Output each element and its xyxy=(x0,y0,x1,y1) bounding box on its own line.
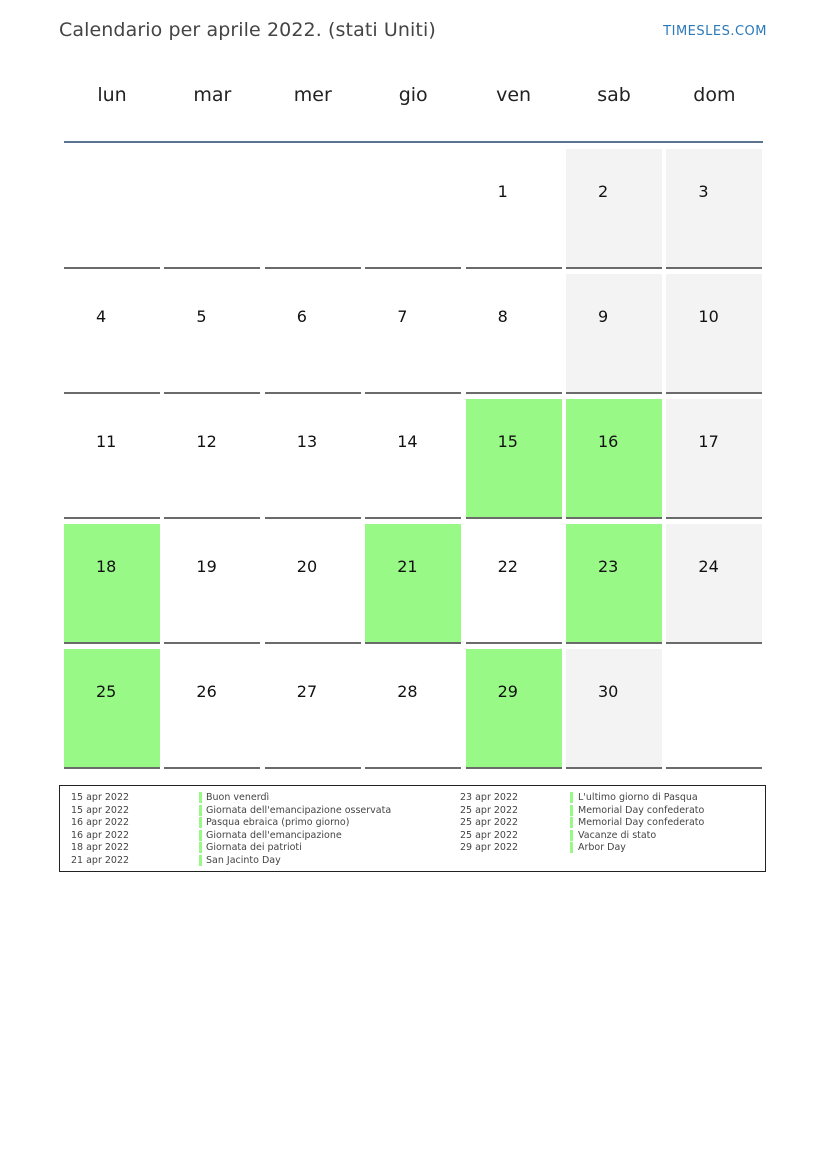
day-number: 12 xyxy=(196,432,217,451)
empty-cell xyxy=(365,149,461,269)
day-cell-26[interactable] xyxy=(164,649,260,769)
legend-date: 21 apr 2022 xyxy=(71,854,130,866)
brand-link[interactable]: TIMESLES.COM xyxy=(663,24,767,39)
day-number: 2 xyxy=(598,182,609,201)
legend-holiday-name: Giornata dei patrioti xyxy=(206,842,302,853)
empty-cell xyxy=(64,149,160,269)
holiday-color-marker xyxy=(199,830,202,841)
day-cell-9[interactable] xyxy=(566,274,662,394)
day-number: 7 xyxy=(397,307,408,326)
day-number: 11 xyxy=(96,432,117,451)
legend-date: 25 apr 2022 xyxy=(460,817,519,828)
day-number: 19 xyxy=(196,557,217,576)
weekday-label: mer xyxy=(293,84,332,106)
day-cell-7[interactable] xyxy=(365,274,461,394)
holiday-color-marker xyxy=(199,817,202,828)
day-number: 24 xyxy=(698,557,719,576)
day-cell-28[interactable] xyxy=(365,649,461,769)
day-cell-4[interactable] xyxy=(64,274,160,394)
day-cell-22[interactable] xyxy=(466,524,562,644)
legend-date: 25 apr 2022 xyxy=(460,804,519,816)
legend-item xyxy=(460,792,800,804)
day-cell-18[interactable] xyxy=(64,524,160,644)
day-number: 18 xyxy=(96,557,117,576)
legend-item xyxy=(460,805,800,817)
weekday-header xyxy=(64,84,763,124)
weekday-label: ven xyxy=(496,84,532,106)
day-number: 28 xyxy=(397,682,418,701)
day-cell-30[interactable] xyxy=(566,649,662,769)
day-cell-1[interactable] xyxy=(466,149,562,269)
legend-date: 16 apr 2022 xyxy=(71,817,130,828)
day-cell-17[interactable] xyxy=(666,399,762,519)
weekday-label: dom xyxy=(693,84,736,106)
holiday-color-marker xyxy=(199,805,202,816)
empty-cell xyxy=(265,149,361,269)
holiday-color-marker xyxy=(570,817,573,828)
day-number: 6 xyxy=(296,307,307,326)
legend-holiday-name: Memorial Day confederato xyxy=(578,817,705,828)
day-number: 4 xyxy=(96,307,107,326)
day-number: 16 xyxy=(598,432,619,451)
legend-holiday-name: Pasqua ebraica (primo giorno) xyxy=(206,817,350,828)
legend-date: 16 apr 2022 xyxy=(71,829,130,841)
legend-date: 15 apr 2022 xyxy=(71,792,130,803)
day-cell-23[interactable] xyxy=(566,524,662,644)
day-cell-8[interactable] xyxy=(466,274,562,394)
day-number: 21 xyxy=(397,557,418,576)
day-number: 9 xyxy=(598,307,609,326)
legend-holiday-name: Buon venerdì xyxy=(206,792,270,803)
weekday-label: lun xyxy=(97,84,127,106)
holiday-legend xyxy=(59,785,766,872)
day-number: 3 xyxy=(698,182,709,201)
empty-cell xyxy=(666,649,762,769)
legend-date: 18 apr 2022 xyxy=(71,842,130,853)
holiday-color-marker xyxy=(570,842,573,853)
day-cell-16[interactable] xyxy=(566,399,662,519)
day-number: 23 xyxy=(598,557,619,576)
day-number: 1 xyxy=(497,182,508,201)
day-cell-25[interactable] xyxy=(64,649,160,769)
day-number: 22 xyxy=(497,557,518,576)
legend-item xyxy=(460,830,800,842)
day-number: 25 xyxy=(96,682,117,701)
day-number: 8 xyxy=(497,307,508,326)
day-cell-29[interactable] xyxy=(466,649,562,769)
legend-item xyxy=(71,842,411,854)
empty-cell xyxy=(164,149,260,269)
legend-holiday-name: Arbor Day xyxy=(578,842,626,853)
day-cell-6[interactable] xyxy=(265,274,361,394)
legend-holiday-name: Giornata dell'emancipazione xyxy=(206,829,342,841)
legend-date: 25 apr 2022 xyxy=(460,829,519,841)
weekday-label: mar xyxy=(193,84,232,106)
legend-holiday-name: Vacanze di stato xyxy=(578,829,657,841)
day-cell-15[interactable] xyxy=(466,399,562,519)
legend-date: 15 apr 2022 xyxy=(71,804,130,816)
day-cell-13[interactable] xyxy=(265,399,361,519)
day-number: 20 xyxy=(296,557,318,576)
legend-date: 23 apr 2022 xyxy=(460,792,519,803)
page-title: Calendario per aprile 2022. (stati Uniti) xyxy=(59,19,436,41)
day-cell-11[interactable] xyxy=(64,399,160,519)
legend-date: 29 apr 2022 xyxy=(460,842,519,853)
legend-item xyxy=(71,817,411,829)
day-cell-19[interactable] xyxy=(164,524,260,644)
day-cell-10[interactable] xyxy=(666,274,762,394)
day-cell-5[interactable] xyxy=(164,274,260,394)
holiday-color-marker xyxy=(570,830,573,841)
day-cell-20[interactable] xyxy=(265,524,361,644)
legend-holiday-name: San Jacinto Day xyxy=(206,854,281,866)
day-cell-21[interactable] xyxy=(365,524,461,644)
day-number: 15 xyxy=(497,432,518,451)
day-cell-14[interactable] xyxy=(365,399,461,519)
legend-holiday-name: Giornata dell'emancipazione osservata xyxy=(206,804,392,816)
day-number: 13 xyxy=(296,432,318,451)
legend-item xyxy=(71,830,411,842)
day-number: 26 xyxy=(196,682,217,701)
day-number: 27 xyxy=(296,682,318,701)
day-number: 30 xyxy=(598,682,619,701)
holiday-color-marker xyxy=(199,792,202,803)
day-cell-3[interactable] xyxy=(666,149,762,269)
legend-holiday-name: L'ultimo giorno di Pasqua xyxy=(578,792,698,803)
legend-item xyxy=(71,805,411,817)
day-number: 29 xyxy=(497,682,518,701)
calendar-grid xyxy=(64,149,764,770)
legend-item xyxy=(71,792,411,804)
day-cell-2[interactable] xyxy=(566,149,662,269)
legend-item xyxy=(460,842,800,854)
day-number: 17 xyxy=(698,432,719,451)
legend-holiday-name: Memorial Day confederato xyxy=(578,804,705,816)
holiday-color-marker xyxy=(199,842,202,853)
legend-item xyxy=(460,817,800,829)
day-number: 5 xyxy=(196,307,207,326)
day-cell-24[interactable] xyxy=(666,524,762,644)
weekday-label: sab xyxy=(597,84,631,106)
day-number: 10 xyxy=(698,307,719,326)
day-cell-27[interactable] xyxy=(265,649,361,769)
holiday-color-marker xyxy=(570,792,573,803)
holiday-color-marker xyxy=(570,805,573,816)
holiday-color-marker xyxy=(199,855,202,866)
day-cell-12[interactable] xyxy=(164,399,260,519)
legend-item xyxy=(71,855,411,867)
header-divider xyxy=(64,141,763,143)
weekday-label: gio xyxy=(398,84,428,106)
day-number: 14 xyxy=(397,432,418,451)
